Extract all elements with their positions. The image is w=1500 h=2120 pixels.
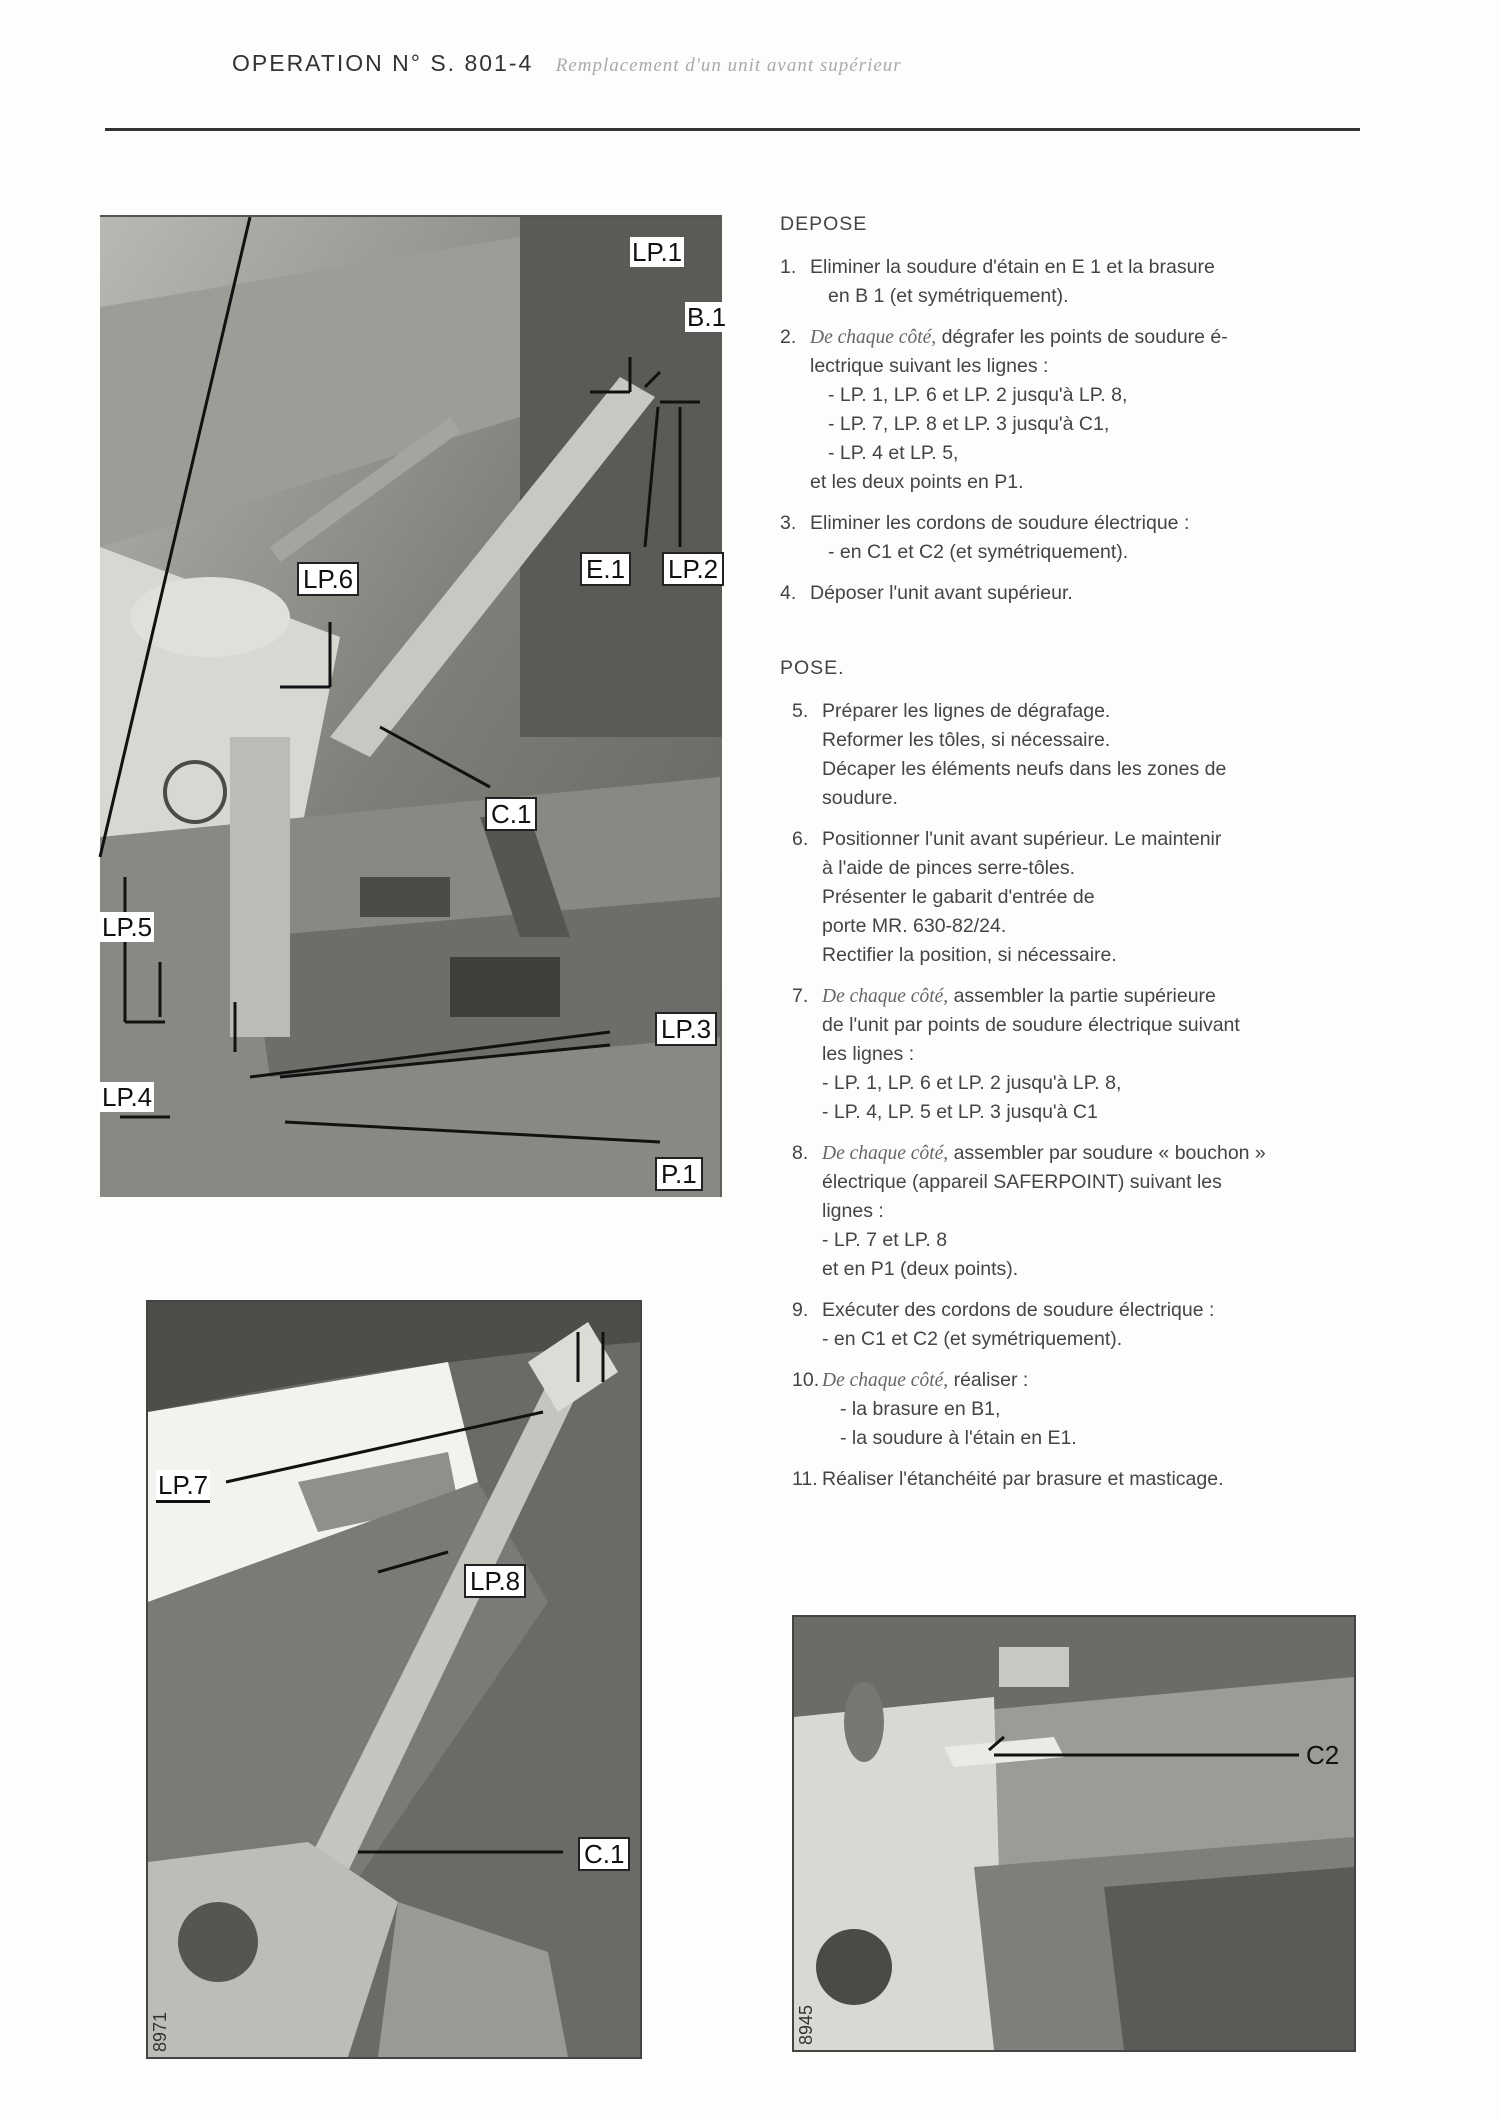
label-b1: B.1 — [687, 302, 727, 332]
label-lp7: LP.7 — [156, 1470, 210, 1503]
label-lp5: LP.5 — [102, 912, 153, 942]
step-11: 11. Réaliser l'étanchéité par brasure et masticage. — [792, 1468, 1224, 1490]
step-6: 6. Positionner l'unit avant supérieur. Le maintenir à l'aide de pinces serre-tôles. Présenter le gabarit d'entrée de porte MR. 630-82/24. Rectifier la position, si nécessaire. — [792, 828, 1222, 966]
label-lp2: LP.2 — [662, 552, 724, 586]
figure-1-illustration — [100, 217, 722, 1197]
label-lp3: LP.3 — [655, 1012, 717, 1046]
label-p1: P.1 — [655, 1157, 703, 1191]
step-3: 3. Eliminer les cordons de soudure électrique : - en C1 et C2 (et symétriquement). — [780, 512, 1190, 563]
figure-1-photo — [100, 215, 727, 1197]
operation-subtitle: Remplacement d'un unit avant supérieur — [555, 55, 902, 76]
step-10: 10. De chaque côté, réaliser : - la brasure en B1, - la soudure à l'étain en E1. — [792, 1369, 1077, 1449]
figure-2-illustration — [148, 1302, 640, 2057]
figure-3-illustration — [794, 1617, 1354, 2050]
label-lp6: LP.6 — [297, 562, 359, 596]
depose-title: DEPOSE — [780, 213, 868, 235]
instructions — [780, 210, 1370, 1506]
label-lp8: LP.8 — [464, 1564, 526, 1598]
step-9: 9. Exécuter des cordons de soudure électrique : - en C1 et C2 (et symétriquement). — [792, 1299, 1215, 1350]
figure-3-photo — [792, 1615, 1356, 2052]
page-header — [232, 50, 902, 77]
label-lp1: LP.1 — [632, 237, 683, 267]
label-c1: C.1 — [485, 797, 537, 831]
step-7: 7. De chaque côté, assembler la partie supérieure de l'unit par points de soudure électrique suivant les lignes : - LP. 1, LP. 6 et LP. 2 jusqu'à LP. 8, - LP. 4, LP. 5 et LP. 3 jusqu'à C1 — [792, 985, 1240, 1123]
label-lp4: LP.4 — [102, 1082, 153, 1112]
step-5: 5. Préparer les lignes de dégrafage. Reformer les tôles, si nécessaire. Décaper les éléments neufs dans les zones de soudure. — [792, 700, 1227, 809]
step-4: 4. Déposer l'unit avant supérieur. — [780, 582, 1073, 604]
figure-2-photo — [146, 1300, 642, 2059]
label-c2: C2 — [1306, 1740, 1340, 1770]
pose-title: POSE. — [780, 657, 845, 679]
figure-3-number: 8945 — [796, 2004, 816, 2045]
step-8: 8. De chaque côté, assembler par soudure « bouchon » électrique (appareil SAFERPOINT) suivant les lignes : - LP. 7 et LP. 8 et en P1 (deux points). — [792, 1142, 1266, 1280]
step-2: 2. De chaque côté, dégrafer les points de soudure é- lectrique suivant les lignes : - LP. 1, LP. 6 et LP. 2 jusqu'à LP. 8, - LP. 7, LP. 8 et LP. 3 jusqu'à C1, - LP. 4 et LP. 5, et les deux points en P1. — [780, 326, 1228, 493]
label-c1-fig2: C.1 — [578, 1837, 630, 1871]
operation-number: OPERATION N° S. 801-4 — [232, 50, 534, 76]
figure-2-number: 8971 — [150, 2011, 170, 2052]
step-1: 1. Eliminer la soudure d'étain en E 1 et la brasure en B 1 (et symétriquement). — [780, 256, 1215, 307]
label-e1: E.1 — [580, 552, 631, 586]
header-rule — [105, 128, 1360, 131]
